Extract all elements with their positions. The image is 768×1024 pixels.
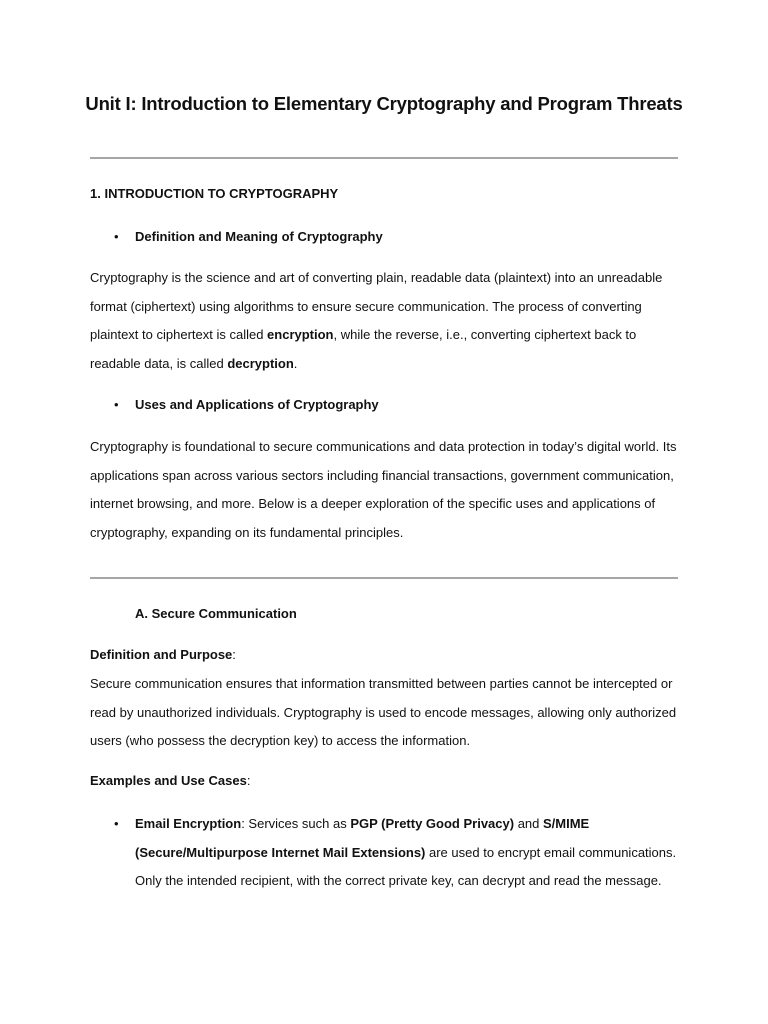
list-item — [114, 810, 684, 896]
term-email-encryption: Email Encryption — [135, 816, 242, 831]
definition-purpose-label: Definition and Purpose: — [90, 647, 236, 662]
document-title: Unit I: Introduction to Elementary Cryptography and Program Threats — [85, 93, 683, 114]
uses-paragraph: Cryptography is foundational to secure communications and data protection in today’s digital world. Its applications span across various sectors including financial transactions, government communication, internet browsing, and more. Below is a deeper exploration of the specific uses and applications of cryptography, expanding on its fundamental principles. — [90, 439, 677, 540]
term-decryption: decryption — [227, 355, 294, 371]
bullet-icon: • — [114, 816, 119, 831]
subsection-heading: A. Secure Communication — [135, 606, 297, 621]
bullet-heading-label: Uses and Applications of Cryptography — [135, 397, 379, 412]
term-pgp: PGP (Pretty Good Privacy) — [350, 816, 515, 831]
horizontal-divider — [90, 577, 678, 579]
list-item-text: Email Encryption: Services such as PGP (Pretty Good Privacy) and S/MIME (Secure/Multipurpose Internet Mail Extensions) are used to encrypt email communications. Only the intended recipient, with the correct private key, can decrypt and read the message. — [135, 816, 677, 888]
definition-paragraph: Cryptography is the science and art of converting plain, readable data (plaintext) into an unreadable format (ciphertext) using algorithms to ensure secure communication. The process of converting plaintext to ciphertext is called encryption, while the reverse, i.e., converting ciphertext back to readable data, is called decryption. — [90, 270, 663, 371]
term-encryption: encryption — [267, 327, 334, 342]
bullet-icon: • — [114, 229, 119, 244]
bullet-icon: • — [114, 397, 119, 412]
section-heading: 1. INTRODUCTION TO CRYPTOGRAPHY — [90, 186, 339, 201]
term-smime: S/MIME (Secure/Multipurpose Internet Mail Extensions) — [135, 816, 590, 860]
secure-communication-paragraph: Secure communication ensures that information transmitted between parties cannot be intercepted or read by unauthorized individuals. Cryptography is used to encode messages, allowing only authorized users (who possess the decryption key) to access the information. — [90, 676, 677, 748]
horizontal-divider — [90, 157, 678, 159]
examples-label: Examples and Use Cases: — [90, 773, 251, 788]
bullet-heading-label: Definition and Meaning of Cryptography — [135, 229, 383, 244]
